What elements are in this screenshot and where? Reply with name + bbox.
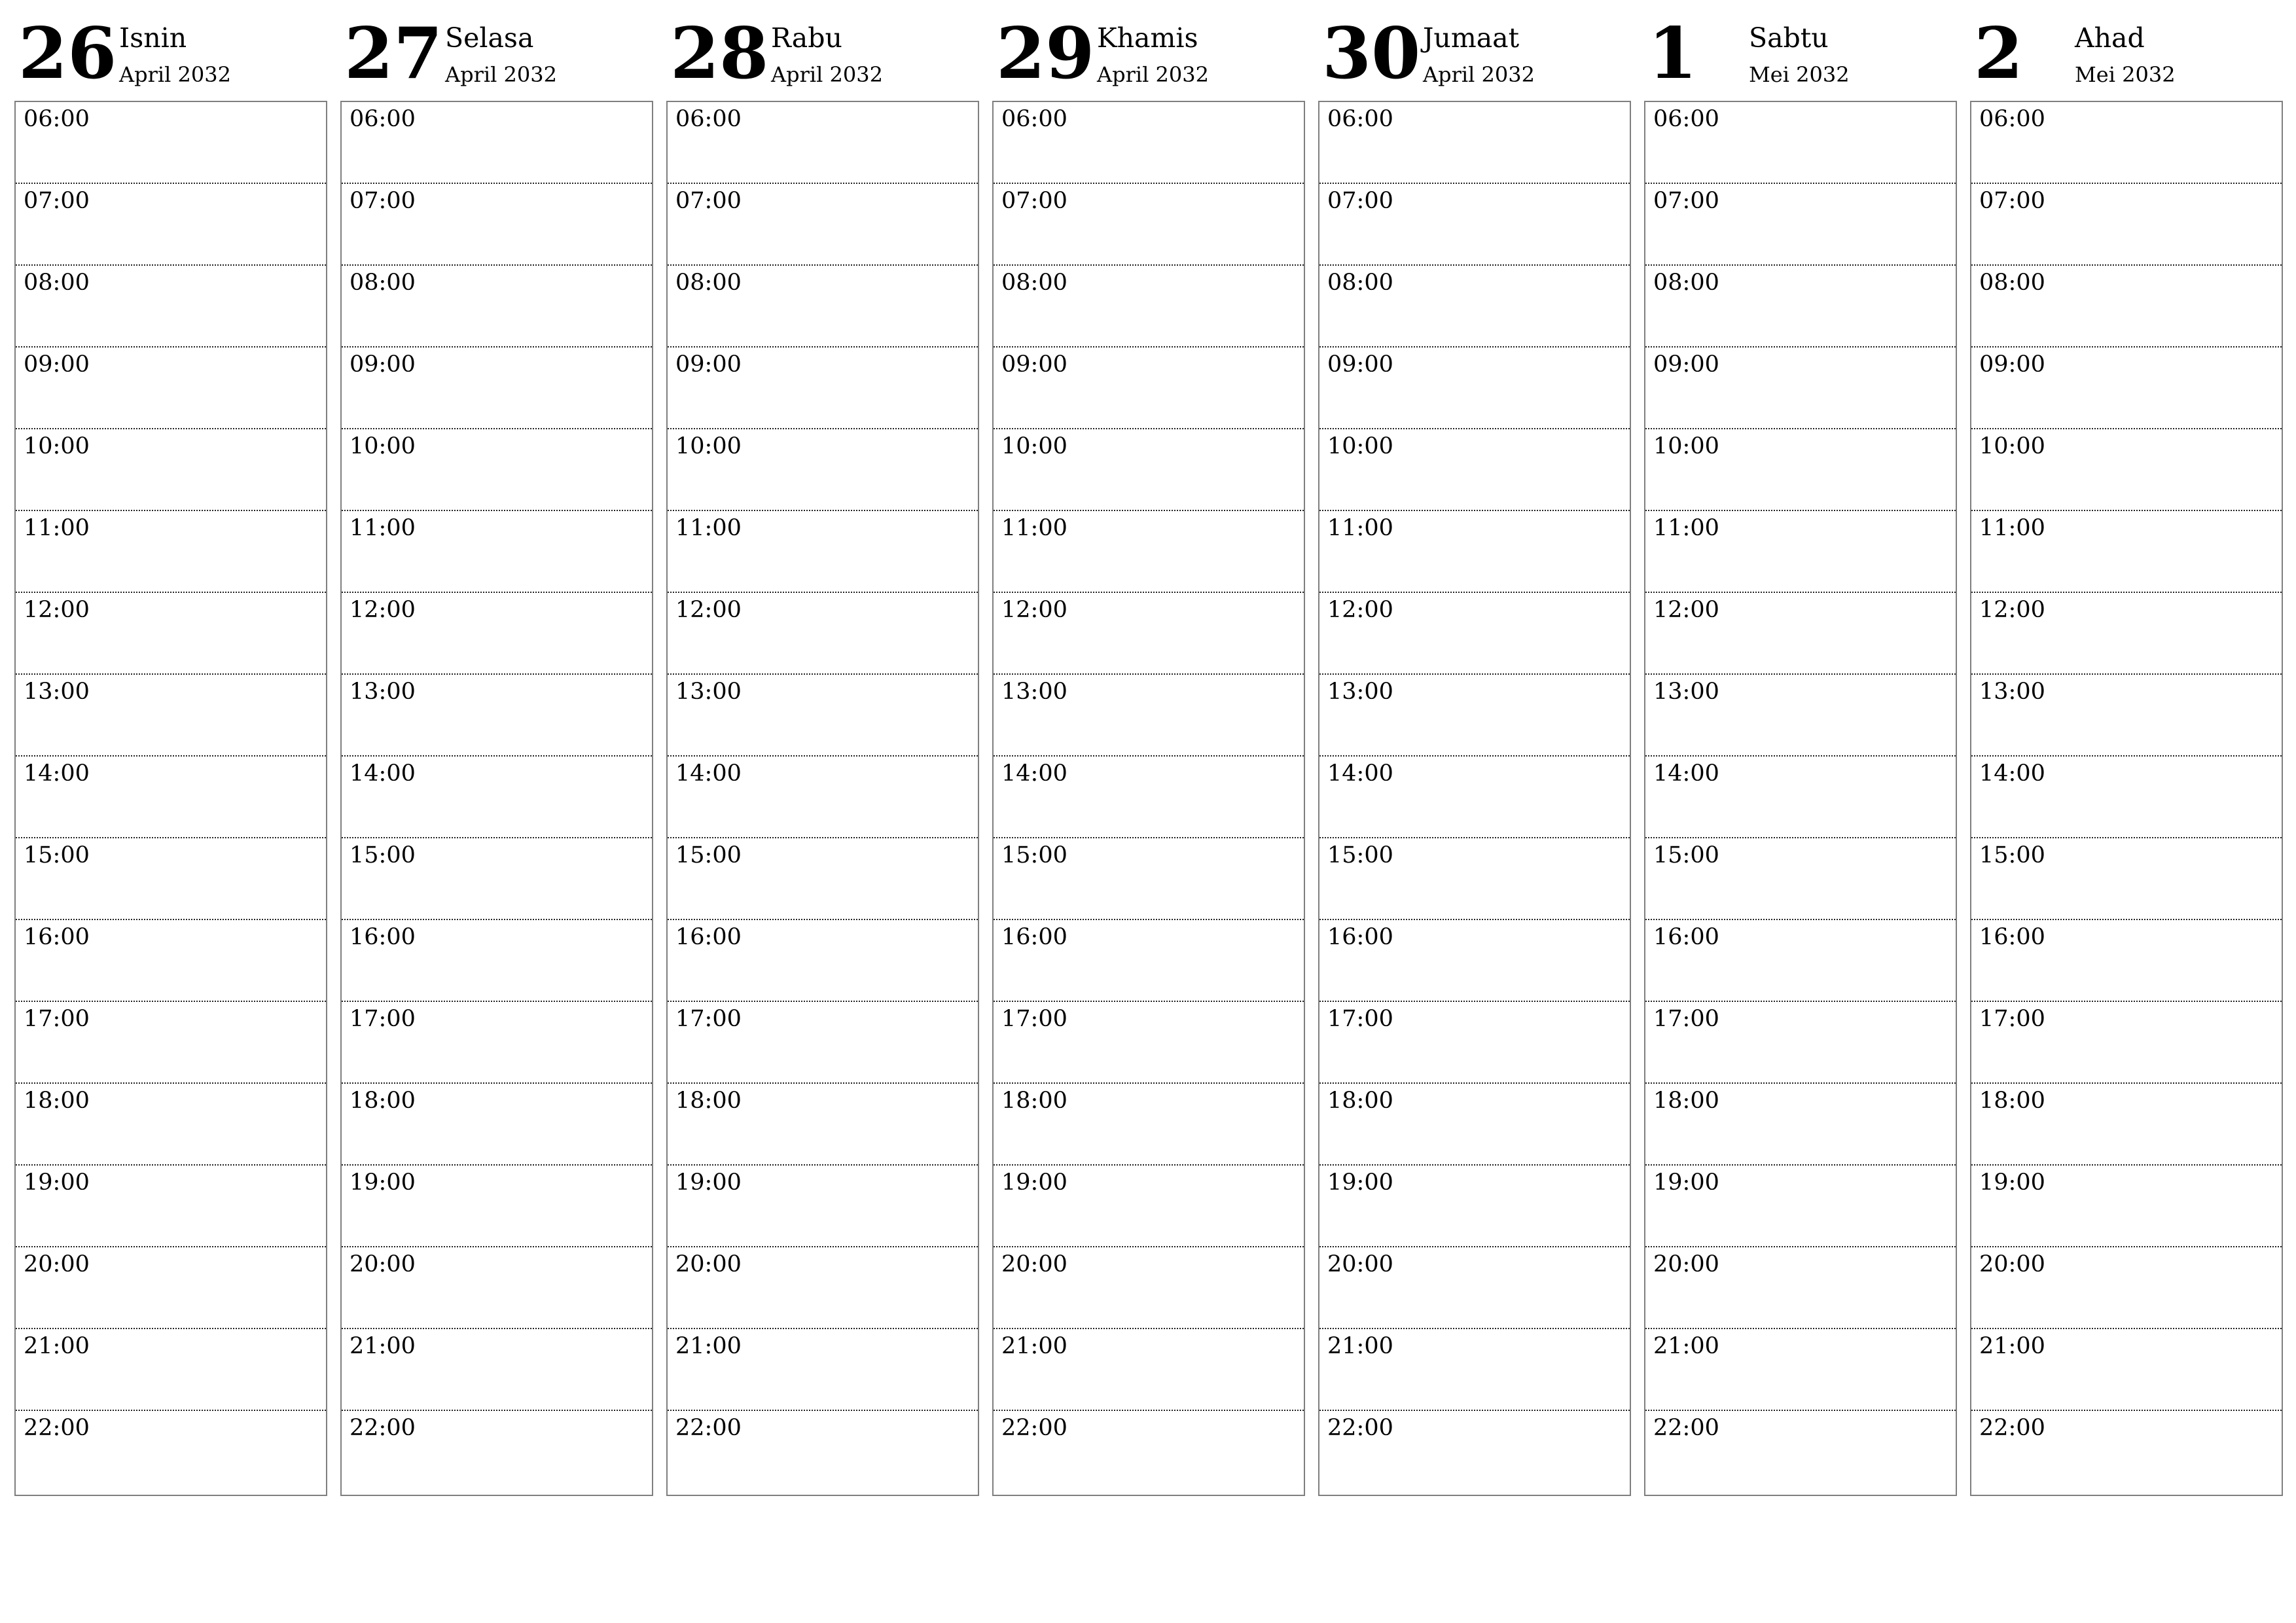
hour-slot[interactable] (668, 593, 978, 675)
hour-slot[interactable] (1645, 1247, 1956, 1329)
hour-label: 21:00 (1653, 1333, 1719, 1359)
hour-label: 21:00 (1979, 1333, 2045, 1359)
hour-slot[interactable] (16, 102, 326, 184)
weekday-name: Selasa (445, 22, 534, 54)
hour-label: 17:00 (1001, 1006, 1067, 1032)
hour-label: 21:00 (675, 1333, 742, 1359)
hour-slot[interactable] (1645, 184, 1956, 266)
hour-label: 06:00 (675, 106, 742, 132)
weekday-name: Rabu (771, 22, 842, 54)
day-column (1970, 0, 2283, 1505)
hour-label: 21:00 (1001, 1333, 1067, 1359)
hour-slot[interactable] (1645, 511, 1956, 593)
hour-slot[interactable] (1319, 429, 1630, 511)
hour-label: 10:00 (1979, 433, 2045, 459)
hour-slot[interactable] (668, 184, 978, 266)
hour-label: 15:00 (350, 842, 416, 868)
hour-slot[interactable] (1645, 1166, 1956, 1247)
day-schedule-box (992, 101, 1305, 1496)
hour-label: 07:00 (1653, 188, 1719, 214)
hour-slot[interactable] (1971, 1084, 2282, 1166)
hour-slot[interactable] (1319, 184, 1630, 266)
day-number: 1 (1648, 12, 1698, 95)
hour-slot[interactable] (342, 511, 652, 593)
hour-slot[interactable] (1645, 1002, 1956, 1084)
hour-slot[interactable] (16, 1329, 326, 1411)
hour-label: 15:00 (1327, 842, 1393, 868)
hour-slot[interactable] (1319, 1166, 1630, 1247)
hour-slot[interactable] (1645, 429, 1956, 511)
hour-slot[interactable] (1971, 1166, 2282, 1247)
hour-label: 19:00 (1979, 1169, 2045, 1196)
hour-label: 21:00 (1327, 1333, 1393, 1359)
hour-slot[interactable] (1971, 838, 2282, 920)
hour-label: 21:00 (350, 1333, 416, 1359)
hour-slot[interactable] (994, 266, 1304, 348)
hour-label: 21:00 (24, 1333, 90, 1359)
hour-slot[interactable] (668, 838, 978, 920)
hour-label: 17:00 (350, 1006, 416, 1032)
hour-label: 17:00 (24, 1006, 90, 1032)
hour-label: 12:00 (1327, 597, 1393, 623)
hour-label: 11:00 (1001, 515, 1067, 541)
hour-label: 12:00 (1001, 597, 1067, 623)
hour-slot[interactable] (1971, 920, 2282, 1002)
day-number: 30 (1322, 12, 1421, 95)
hour-slot[interactable] (1319, 1329, 1630, 1411)
hour-label: 08:00 (675, 270, 742, 296)
hour-label: 12:00 (350, 597, 416, 623)
hour-label: 16:00 (675, 924, 742, 950)
hour-slot[interactable] (994, 757, 1304, 838)
hour-label: 12:00 (1979, 597, 2045, 623)
hour-slot[interactable] (994, 1084, 1304, 1166)
day-number: 26 (18, 12, 117, 95)
hour-slot[interactable] (342, 1329, 652, 1411)
hour-slot[interactable] (342, 1166, 652, 1247)
hour-label: 11:00 (24, 515, 90, 541)
hour-label: 16:00 (1001, 924, 1067, 950)
hour-label: 11:00 (1979, 515, 2045, 541)
hour-label: 16:00 (350, 924, 416, 950)
hour-label: 15:00 (1653, 842, 1719, 868)
hour-slot[interactable] (994, 1411, 1304, 1493)
hour-label: 22:00 (1979, 1415, 2045, 1441)
hour-label: 08:00 (1327, 270, 1393, 296)
hour-label: 11:00 (1653, 515, 1719, 541)
hour-slot[interactable] (994, 593, 1304, 675)
hour-slot[interactable] (1319, 1084, 1630, 1166)
hour-label: 11:00 (675, 515, 742, 541)
hour-slot[interactable] (16, 1247, 326, 1329)
hour-label: 14:00 (1979, 760, 2045, 787)
hour-label: 07:00 (1979, 188, 2045, 214)
day-header (1970, 0, 2283, 98)
hour-label: 10:00 (1653, 433, 1719, 459)
hour-label: 13:00 (1653, 679, 1719, 705)
hour-slot[interactable] (1971, 1329, 2282, 1411)
hour-label: 15:00 (1001, 842, 1067, 868)
hour-slot[interactable] (1645, 1084, 1956, 1166)
hour-slot[interactable] (1319, 593, 1630, 675)
hour-slot[interactable] (342, 348, 652, 429)
hour-label: 07:00 (24, 188, 90, 214)
day-header (1318, 0, 1631, 98)
weekday-name: Khamis (1097, 22, 1198, 54)
hour-slot[interactable] (1971, 675, 2282, 757)
hour-label: 17:00 (1979, 1006, 2045, 1032)
hour-label: 06:00 (1001, 106, 1067, 132)
hour-label: 19:00 (350, 1169, 416, 1196)
hour-label: 09:00 (1327, 351, 1393, 378)
hour-label: 16:00 (1327, 924, 1393, 950)
hour-slot[interactable] (342, 102, 652, 184)
day-schedule-box (14, 101, 327, 1496)
hour-slot[interactable] (1971, 1247, 2282, 1329)
hour-label: 14:00 (1001, 760, 1067, 787)
hour-label: 20:00 (675, 1251, 742, 1277)
day-header (992, 0, 1305, 98)
hour-label: 22:00 (1653, 1415, 1719, 1441)
hour-slot[interactable] (1971, 511, 2282, 593)
hour-label: 16:00 (24, 924, 90, 950)
hour-label: 12:00 (1653, 597, 1719, 623)
hour-slot[interactable] (1971, 1411, 2282, 1493)
hour-slot[interactable] (994, 1002, 1304, 1084)
hour-slot[interactable] (16, 429, 326, 511)
hour-slot[interactable] (668, 1329, 978, 1411)
hour-slot[interactable] (994, 348, 1304, 429)
weekday-name: Isnin (119, 22, 187, 54)
hour-label: 17:00 (675, 1006, 742, 1032)
hour-slot[interactable] (16, 511, 326, 593)
hour-label: 12:00 (24, 597, 90, 623)
hour-slot[interactable] (668, 1411, 978, 1493)
hour-slot[interactable] (1645, 102, 1956, 184)
hour-slot[interactable] (994, 511, 1304, 593)
hour-slot[interactable] (342, 184, 652, 266)
day-schedule-box (340, 101, 653, 1496)
hour-slot[interactable] (16, 593, 326, 675)
hour-label: 19:00 (1001, 1169, 1067, 1196)
hour-label: 07:00 (1001, 188, 1067, 214)
hour-slot[interactable] (16, 920, 326, 1002)
month-year-label: Mei 2032 (1749, 62, 1850, 87)
hour-slot[interactable] (1971, 348, 2282, 429)
hour-label: 20:00 (350, 1251, 416, 1277)
hour-slot[interactable] (342, 266, 652, 348)
hour-slot[interactable] (1971, 429, 2282, 511)
hour-label: 20:00 (1653, 1251, 1719, 1277)
hour-label: 08:00 (1979, 270, 2045, 296)
weekday-name: Sabtu (1749, 22, 1829, 54)
hour-slot[interactable] (1971, 1002, 2282, 1084)
day-number: 2 (1974, 12, 2024, 95)
hour-label: 14:00 (24, 760, 90, 787)
hour-slot[interactable] (16, 1084, 326, 1166)
hour-slot[interactable] (342, 1247, 652, 1329)
hour-label: 13:00 (1327, 679, 1393, 705)
hour-slot[interactable] (342, 593, 652, 675)
hour-slot[interactable] (342, 1002, 652, 1084)
month-year-label: April 2032 (1423, 62, 1535, 87)
hour-slot[interactable] (342, 1411, 652, 1493)
hour-slot[interactable] (342, 429, 652, 511)
hour-label: 09:00 (350, 351, 416, 378)
hour-label: 17:00 (1327, 1006, 1393, 1032)
hour-label: 09:00 (1979, 351, 2045, 378)
hour-slot[interactable] (342, 838, 652, 920)
day-column (992, 0, 1305, 1505)
hour-label: 08:00 (1653, 270, 1719, 296)
hour-label: 08:00 (24, 270, 90, 296)
day-column (1318, 0, 1631, 1505)
day-header (1644, 0, 1957, 98)
hour-slot[interactable] (668, 1002, 978, 1084)
hour-slot[interactable] (1319, 1411, 1630, 1493)
hour-label: 19:00 (675, 1169, 742, 1196)
hour-label: 14:00 (1653, 760, 1719, 787)
hour-slot[interactable] (1645, 1329, 1956, 1411)
hour-slot[interactable] (1645, 838, 1956, 920)
hour-slot[interactable] (16, 1411, 326, 1493)
hour-label: 18:00 (1001, 1088, 1067, 1114)
hour-slot[interactable] (668, 1166, 978, 1247)
hour-label: 11:00 (1327, 515, 1393, 541)
hour-label: 18:00 (1653, 1088, 1719, 1114)
day-number: 29 (996, 12, 1095, 95)
hour-slot[interactable] (994, 1247, 1304, 1329)
day-column (14, 0, 327, 1505)
hour-slot[interactable] (1319, 348, 1630, 429)
hour-slot[interactable] (1319, 757, 1630, 838)
hour-label: 10:00 (24, 433, 90, 459)
hour-slot[interactable] (994, 429, 1304, 511)
hour-slot[interactable] (668, 429, 978, 511)
hour-slot[interactable] (1971, 266, 2282, 348)
hour-label: 09:00 (675, 351, 742, 378)
day-column (666, 0, 979, 1505)
month-year-label: April 2032 (445, 62, 557, 87)
hour-slot[interactable] (1319, 511, 1630, 593)
hour-slot[interactable] (668, 102, 978, 184)
hour-slot[interactable] (16, 1166, 326, 1247)
hour-label: 20:00 (1327, 1251, 1393, 1277)
hour-slot[interactable] (16, 675, 326, 757)
day-schedule-box (666, 101, 979, 1496)
hour-label: 18:00 (1327, 1088, 1393, 1114)
hour-label: 12:00 (675, 597, 742, 623)
hour-label: 10:00 (1327, 433, 1393, 459)
hour-slot[interactable] (1645, 593, 1956, 675)
hour-label: 08:00 (350, 270, 416, 296)
day-header (14, 0, 327, 98)
day-column (340, 0, 653, 1505)
hour-label: 10:00 (350, 433, 416, 459)
hour-slot[interactable] (1645, 757, 1956, 838)
hour-label: 22:00 (1001, 1415, 1067, 1441)
hour-label: 13:00 (675, 679, 742, 705)
hour-slot[interactable] (668, 675, 978, 757)
hour-slot[interactable] (668, 757, 978, 838)
day-header (340, 0, 653, 98)
hour-label: 17:00 (1653, 1006, 1719, 1032)
hour-slot[interactable] (1319, 920, 1630, 1002)
hour-label: 20:00 (24, 1251, 90, 1277)
hour-slot[interactable] (1645, 266, 1956, 348)
month-year-label: Mei 2032 (2075, 62, 2176, 87)
hour-label: 09:00 (24, 351, 90, 378)
hour-label: 13:00 (24, 679, 90, 705)
hour-label: 10:00 (675, 433, 742, 459)
hour-slot[interactable] (1645, 348, 1956, 429)
hour-slot[interactable] (16, 184, 326, 266)
hour-slot[interactable] (1645, 1411, 1956, 1493)
hour-label: 13:00 (1001, 679, 1067, 705)
hour-slot[interactable] (1319, 1002, 1630, 1084)
hour-slot[interactable] (994, 1166, 1304, 1247)
hour-label: 13:00 (1979, 679, 2045, 705)
day-schedule-box (1970, 101, 2283, 1496)
hour-slot[interactable] (16, 1002, 326, 1084)
hour-label: 19:00 (1327, 1169, 1393, 1196)
hour-slot[interactable] (1971, 757, 2282, 838)
hour-slot[interactable] (16, 348, 326, 429)
hour-label: 06:00 (1979, 106, 2045, 132)
hour-label: 11:00 (350, 515, 416, 541)
hour-slot[interactable] (342, 675, 652, 757)
hour-label: 14:00 (350, 760, 416, 787)
hour-label: 06:00 (350, 106, 416, 132)
hour-slot[interactable] (342, 757, 652, 838)
month-year-label: April 2032 (771, 62, 883, 87)
hour-label: 16:00 (1979, 924, 2045, 950)
hour-slot[interactable] (1319, 1247, 1630, 1329)
hour-slot[interactable] (1319, 102, 1630, 184)
hour-label: 08:00 (1001, 270, 1067, 296)
hour-slot[interactable] (668, 1247, 978, 1329)
hour-label: 18:00 (675, 1088, 742, 1114)
hour-slot[interactable] (668, 1084, 978, 1166)
hour-slot[interactable] (16, 266, 326, 348)
day-number: 28 (670, 12, 769, 95)
hour-slot[interactable] (16, 757, 326, 838)
hour-label: 22:00 (350, 1415, 416, 1441)
hour-slot[interactable] (994, 102, 1304, 184)
hour-label: 07:00 (675, 188, 742, 214)
hour-label: 15:00 (1979, 842, 2045, 868)
hour-slot[interactable] (1319, 675, 1630, 757)
hour-slot[interactable] (668, 511, 978, 593)
hour-slot[interactable] (994, 184, 1304, 266)
hour-slot[interactable] (1319, 838, 1630, 920)
hour-label: 22:00 (1327, 1415, 1393, 1441)
hour-label: 18:00 (24, 1088, 90, 1114)
hour-label: 22:00 (675, 1415, 742, 1441)
hour-label: 13:00 (350, 679, 416, 705)
hour-label: 15:00 (24, 842, 90, 868)
hour-slot[interactable] (16, 838, 326, 920)
hour-slot[interactable] (668, 348, 978, 429)
hour-slot[interactable] (994, 675, 1304, 757)
hour-slot[interactable] (994, 838, 1304, 920)
month-year-label: April 2032 (119, 62, 231, 87)
weekday-name: Jumaat (1423, 22, 1520, 54)
hour-slot[interactable] (1971, 102, 2282, 184)
day-header (666, 0, 979, 98)
hour-label: 20:00 (1979, 1251, 2045, 1277)
hour-label: 18:00 (1979, 1088, 2045, 1114)
hour-slot[interactable] (1319, 266, 1630, 348)
hour-label: 19:00 (1653, 1169, 1719, 1196)
hour-label: 16:00 (1653, 924, 1719, 950)
hour-slot[interactable] (994, 1329, 1304, 1411)
hour-label: 15:00 (675, 842, 742, 868)
month-year-label: April 2032 (1097, 62, 1209, 87)
hour-label: 07:00 (1327, 188, 1393, 214)
hour-label: 14:00 (675, 760, 742, 787)
hour-label: 06:00 (24, 106, 90, 132)
weekly-planner (14, 0, 2295, 1505)
hour-label: 06:00 (1653, 106, 1719, 132)
hour-label: 09:00 (1001, 351, 1067, 378)
hour-label: 20:00 (1001, 1251, 1067, 1277)
hour-label: 22:00 (24, 1415, 90, 1441)
hour-slot[interactable] (1971, 184, 2282, 266)
hour-slot[interactable] (1971, 593, 2282, 675)
hour-slot[interactable] (342, 1084, 652, 1166)
hour-label: 14:00 (1327, 760, 1393, 787)
hour-slot[interactable] (668, 266, 978, 348)
day-schedule-box (1644, 101, 1957, 1496)
day-schedule-box (1318, 101, 1631, 1496)
weekday-name: Ahad (2075, 22, 2145, 54)
hour-label: 10:00 (1001, 433, 1067, 459)
day-column (1644, 0, 1957, 1505)
hour-label: 07:00 (350, 188, 416, 214)
hour-label: 19:00 (24, 1169, 90, 1196)
hour-slot[interactable] (668, 920, 978, 1002)
hour-label: 18:00 (350, 1088, 416, 1114)
hour-slot[interactable] (994, 920, 1304, 1002)
hour-slot[interactable] (1645, 920, 1956, 1002)
hour-label: 06:00 (1327, 106, 1393, 132)
hour-slot[interactable] (1645, 675, 1956, 757)
hour-slot[interactable] (342, 920, 652, 1002)
day-number: 27 (344, 12, 443, 95)
hour-label: 09:00 (1653, 351, 1719, 378)
